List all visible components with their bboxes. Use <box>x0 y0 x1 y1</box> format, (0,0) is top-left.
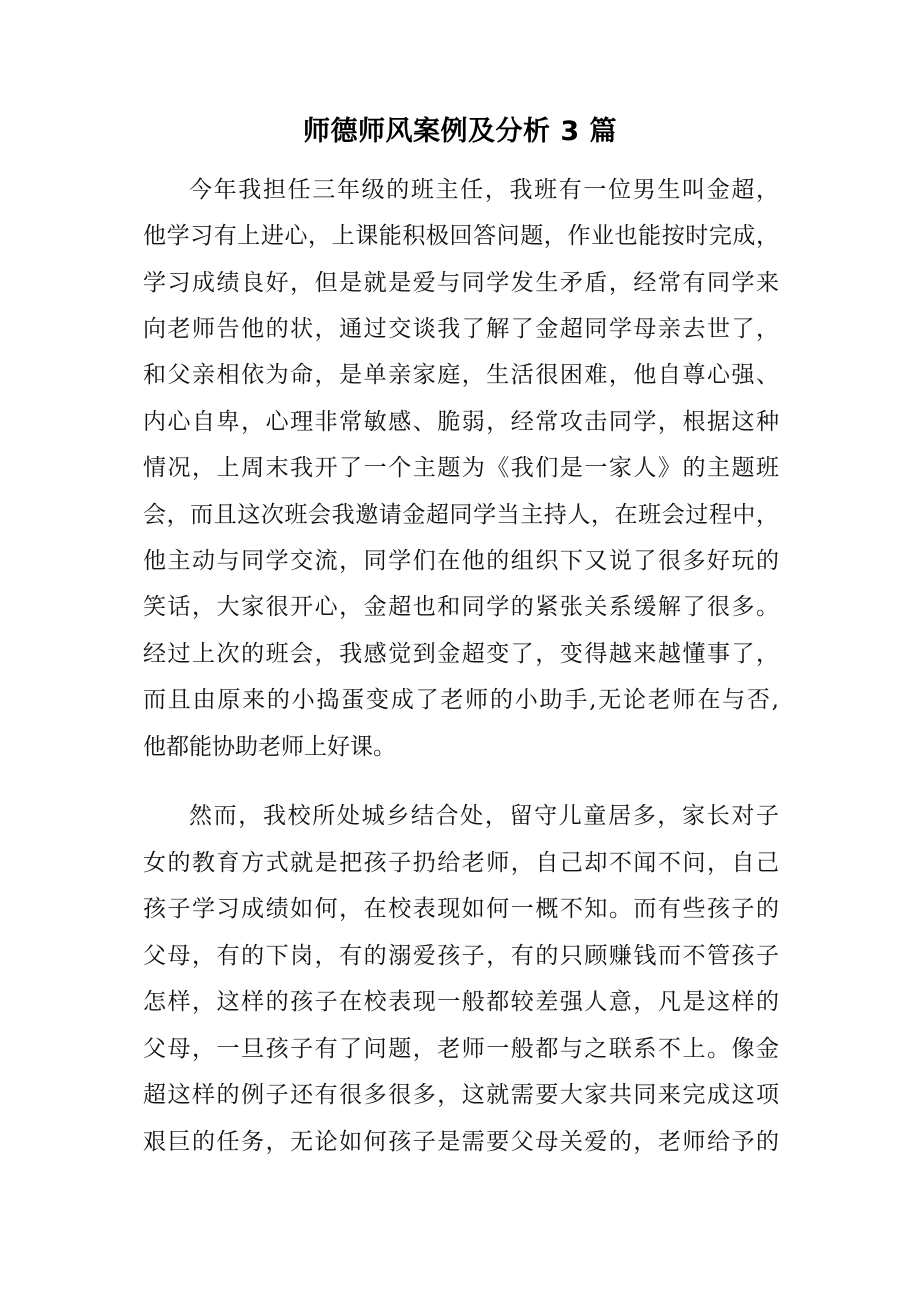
paragraph-line: 女的教育方式就是把孩子扔给老师，自己却不闻不问，自己 <box>143 850 779 876</box>
paragraph-line: 内心自卑，心理非常敏感、脆弱，经常攻击同学，根据这种 <box>143 409 779 435</box>
paragraph-line: 他学习有上进心，上课能积极回答问题，作业也能按时完成， <box>143 223 779 249</box>
paragraph-line: 而且由原来的小捣蛋变成了老师的小助手,无论老师在与否, <box>143 687 779 713</box>
paragraph-line: 笑话，大家很开心，金超也和同学的紧张关系缓解了很多。 <box>143 594 779 620</box>
paragraph-line: 情况，上周末我开了一个主题为《我们是一家人》的主题班 <box>143 455 779 481</box>
paragraph-line: 经过上次的班会，我感觉到金超变了，变得越来越懂事了， <box>143 641 779 667</box>
paragraph-line: 和父亲相依为命，是单亲家庭，生活很困难，他自尊心强、 <box>143 362 779 388</box>
paragraph-line: 会，而且这次班会我邀请金超同学当主持人，在班会过程中， <box>143 502 779 528</box>
paragraph-line: 超这样的例子还有很多很多，这就需要大家共同来完成这项 <box>143 1082 779 1108</box>
paragraph-line: 父母，一旦孩子有了问题，老师一般都与之联系不上。像金 <box>143 1036 779 1062</box>
paragraph-line: 他主动与同学交流，同学们在他的组织下又说了很多好玩的 <box>143 548 779 574</box>
paragraph-line: 父母，有的下岗，有的溺爱孩子，有的只顾赚钱而不管孩子 <box>143 943 779 969</box>
paragraph-line: 学习成绩良好，但是就是爱与同学发生矛盾，经常有同学来 <box>143 270 779 296</box>
document-title: 师德师风案例及分析 3 篇 <box>302 116 618 147</box>
paragraph-line: 孩子学习成绩如何，在校表现如何一概不知。而有些孩子的 <box>143 896 779 922</box>
paragraph-line: 怎样，这样的孩子在校表现一般都较差强人意，凡是这样的 <box>143 989 779 1015</box>
paragraph-line: 然而，我校所处城乡结合处，留守儿童居多，家长对子 <box>189 803 779 829</box>
paragraph-line: 他都能协助老师上好课。 <box>143 734 396 760</box>
paragraph-line: 向老师告他的状，通过交谈我了解了金超同学母亲去世了， <box>143 316 779 342</box>
paragraph-line: 艰巨的任务，无论如何孩子是需要父母关爱的，老师给予的 <box>143 1129 779 1155</box>
paragraph-line: 今年我担任三年级的班主任，我班有一位男生叫金超， <box>189 177 779 203</box>
